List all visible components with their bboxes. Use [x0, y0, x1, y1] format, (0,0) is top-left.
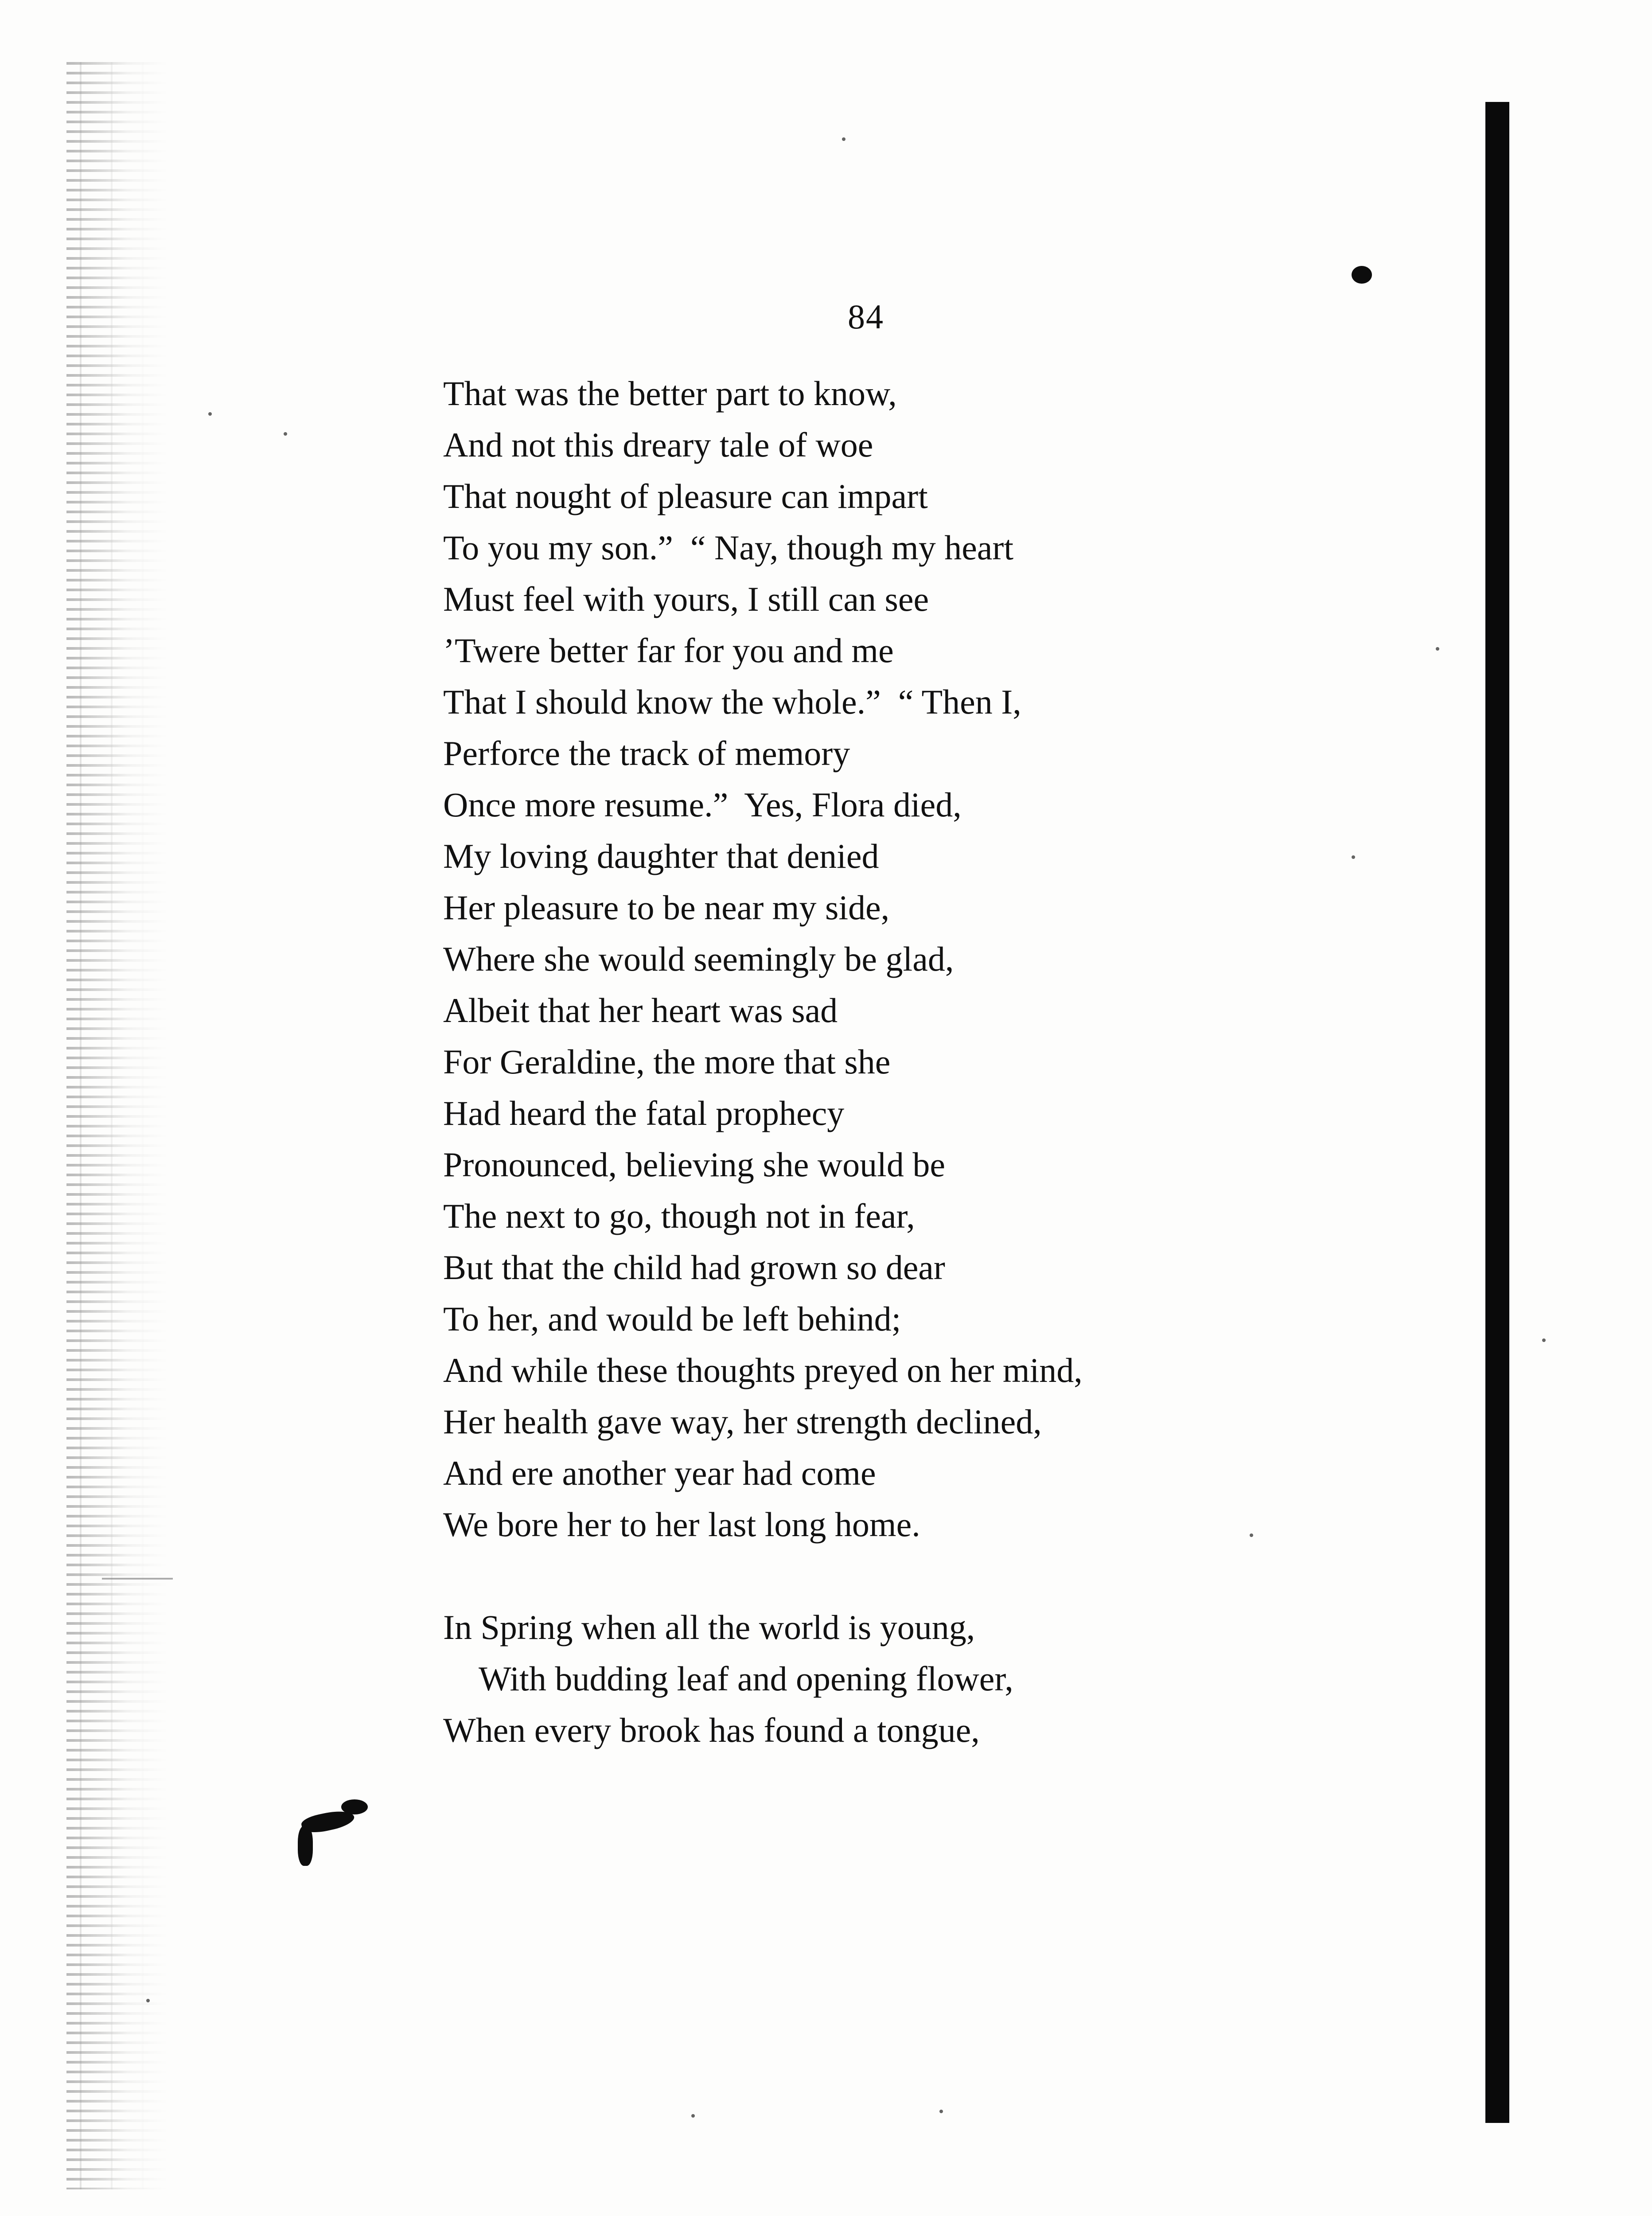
- poem-line: With budding leaf and opening flower,: [479, 1659, 1013, 1698]
- ink-blot: [298, 1826, 313, 1866]
- poem-line: Had heard the fatal prophecy: [443, 1094, 845, 1132]
- speck: [208, 412, 212, 416]
- poem-line: Albeit that her heart was sad: [443, 991, 838, 1030]
- poem-line: When every brook has found a tongue,: [443, 1711, 980, 1749]
- poem-line: We bore her to her last long home.: [443, 1505, 920, 1544]
- poem-text: [443, 368, 1462, 1807]
- poem-line: Once more resume.” Yes, Flora died,: [443, 785, 962, 824]
- poem-line: Perforce the track of memory: [443, 734, 850, 772]
- poem-line: That nought of pleasure can impart: [443, 477, 928, 515]
- poem-line: And not this dreary tale of woe: [443, 425, 873, 464]
- poem-line: The next to go, though not in fear,: [443, 1197, 915, 1235]
- speck: [1542, 1338, 1546, 1342]
- binding-edge-shadow: [66, 62, 168, 2189]
- poem-line: In Spring when all the world is young,: [443, 1608, 975, 1646]
- poem-line: Must feel with yours, I still can see: [443, 580, 929, 618]
- poem-line: And while these thoughts preyed on her mind,: [443, 1351, 1083, 1389]
- page-number: 84: [848, 297, 884, 336]
- speck: [939, 2110, 943, 2113]
- poem-line: Where she would seemingly be glad,: [443, 940, 954, 978]
- speck: [691, 2114, 695, 2118]
- poem-line: Her health gave way, her strength declined,: [443, 1402, 1042, 1441]
- page-edge-rule: [1485, 102, 1509, 2123]
- poem-line: Her pleasure to be near my side,: [443, 888, 890, 927]
- binding-mark: [102, 1578, 173, 1580]
- speck: [842, 137, 845, 141]
- ink-blot: [341, 1799, 368, 1814]
- poem-line: To her, and would be left behind;: [443, 1299, 901, 1338]
- poem-line: That I should know the whole.” “ Then I,: [443, 683, 1021, 721]
- poem-line: To you my son.” “ Nay, though my heart: [443, 528, 1014, 567]
- poem-line: ’Twere better far for you and me: [443, 631, 894, 670]
- poem-line: That was the better part to know,: [443, 374, 897, 413]
- speck: [146, 1999, 150, 2002]
- poem-line: But that the child had grown so dear: [443, 1248, 945, 1287]
- speck: [284, 432, 287, 436]
- poem-line: My loving daughter that denied: [443, 837, 879, 875]
- ink-blot: [1352, 266, 1372, 284]
- stanza: [443, 368, 1462, 1550]
- stanza: [443, 1602, 1462, 1756]
- poem-line: Pronounced, believing she would be: [443, 1145, 945, 1184]
- poem-line: And ere another year had come: [443, 1454, 876, 1492]
- poem-line: For Geraldine, the more that she: [443, 1042, 891, 1081]
